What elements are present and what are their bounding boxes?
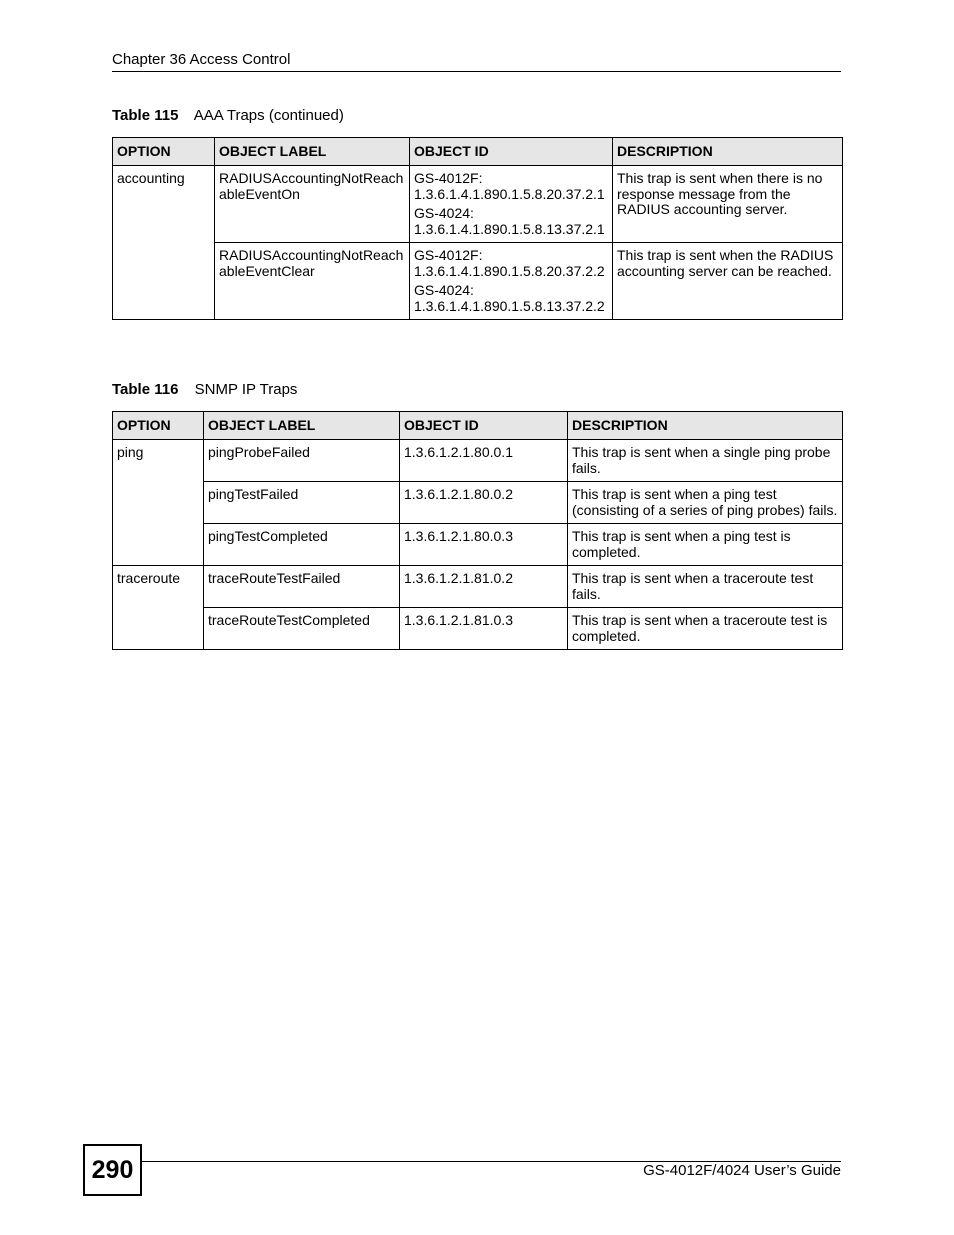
- description-cell: This trap is sent when a traceroute test is completed.: [568, 608, 843, 650]
- guide-title: GS-4012F/4024 User’s Guide: [643, 1162, 841, 1179]
- object-label-cell: RADIUSAccountingNotReach ableEventOn: [215, 166, 410, 243]
- table-row: [113, 524, 843, 566]
- table-row: [113, 608, 843, 650]
- model-label: GS-4012F:: [414, 247, 483, 263]
- object-id-group: [414, 171, 608, 202]
- object-id-group: [414, 206, 608, 237]
- description-cell: This trap is sent when the RADIUS accounting server can be reached.: [613, 243, 843, 320]
- table-row: [113, 440, 843, 482]
- table-116-title: SNMP IP Traps: [194, 381, 298, 398]
- object-label-cell: pingProbeFailed: [204, 440, 400, 482]
- table-row: [113, 566, 843, 608]
- object-label-cell: traceRouteTestCompleted: [204, 608, 400, 650]
- object-label-cell: traceRouteTestFailed: [204, 566, 400, 608]
- column-header-object-label: OBJECT LABEL: [204, 412, 400, 440]
- object-id-cell: [410, 243, 613, 320]
- object-id-group: [414, 248, 608, 279]
- snmp-ip-traps-table: [112, 411, 843, 650]
- column-header-option: OPTION: [113, 412, 204, 440]
- description-cell: This trap is sent when a ping test is completed.: [568, 524, 843, 566]
- object-label-cell: RADIUSAccountingNotReach ableEventClear: [215, 243, 410, 320]
- column-header-object-id: OBJECT ID: [410, 138, 613, 166]
- description-cell: This trap is sent when a ping test (consisting of a series of ping probes) fails.: [568, 482, 843, 524]
- table-row: [113, 166, 843, 243]
- table-row: [113, 243, 843, 320]
- model-label: GS-4024:: [414, 282, 474, 298]
- description-cell: This trap is sent when there is no response message from the RADIUS accounting server.: [613, 166, 843, 243]
- column-header-description: DESCRIPTION: [568, 412, 843, 440]
- table-116-caption: [112, 381, 297, 398]
- object-id-cell: [410, 166, 613, 243]
- table-116-number: Table 116: [112, 381, 179, 398]
- object-id-value: 1.3.6.1.4.1.890.1.5.8.13.37.2.2: [414, 297, 605, 314]
- page-number: 290: [83, 1144, 142, 1196]
- object-id-value: 1.3.6.1.4.1.890.1.5.8.20.37.2.2: [414, 262, 605, 279]
- column-header-object-id: OBJECT ID: [400, 412, 568, 440]
- object-label-cell: pingTestFailed: [204, 482, 400, 524]
- option-cell: accounting: [113, 166, 215, 320]
- object-label-cell: pingTestCompleted: [204, 524, 400, 566]
- column-header-option: OPTION: [113, 138, 215, 166]
- column-header-object-label: OBJECT LABEL: [215, 138, 410, 166]
- object-id-value: 1.3.6.1.4.1.890.1.5.8.13.37.2.1: [414, 220, 605, 237]
- column-header-description: DESCRIPTION: [613, 138, 843, 166]
- chapter-header: Chapter 36 Access Control: [112, 51, 291, 68]
- description-cell: This trap is sent when a traceroute test fails.: [568, 566, 843, 608]
- object-id-cell: 1.3.6.1.2.1.80.0.2: [400, 482, 568, 524]
- table-header-row: [113, 138, 843, 166]
- option-cell: traceroute: [113, 566, 204, 650]
- table-header-row: [113, 412, 843, 440]
- model-label: GS-4012F:: [414, 170, 483, 186]
- description-cell: This trap is sent when a single ping probe fails.: [568, 440, 843, 482]
- aaa-traps-table: [112, 137, 843, 320]
- object-id-cell: 1.3.6.1.2.1.81.0.3: [400, 608, 568, 650]
- header-divider: [112, 71, 841, 72]
- object-id-cell: 1.3.6.1.2.1.80.0.3: [400, 524, 568, 566]
- option-cell: ping: [113, 440, 204, 566]
- table-115-number: Table 115: [112, 107, 179, 124]
- object-id-group: [414, 283, 608, 314]
- object-id-cell: 1.3.6.1.2.1.80.0.1: [400, 440, 568, 482]
- table-115-caption: [112, 107, 344, 124]
- table-115-title: AAA Traps (continued): [193, 107, 344, 124]
- model-label: GS-4024:: [414, 205, 474, 221]
- object-id-cell: 1.3.6.1.2.1.81.0.2: [400, 566, 568, 608]
- table-row: [113, 482, 843, 524]
- object-id-value: 1.3.6.1.4.1.890.1.5.8.20.37.2.1: [414, 185, 605, 202]
